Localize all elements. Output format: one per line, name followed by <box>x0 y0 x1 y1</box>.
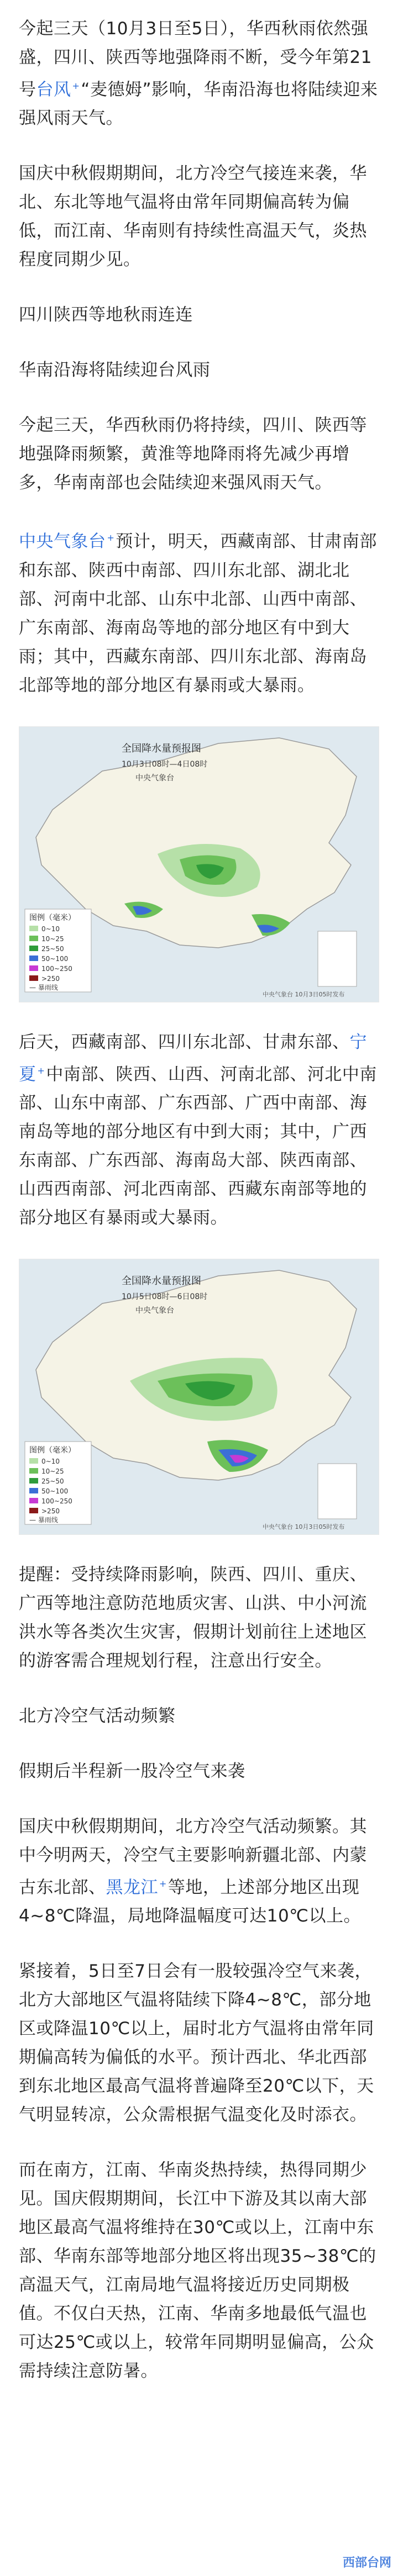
section-heading-cold: 北方冷空气活动频繁 <box>19 1706 176 1726</box>
paragraph-reminder: 提醒：受持续降雨影响，陕西、四川、重庆、广西等地注意防范地质灾害、山洪、中小河流洪水等各类次生灾害，假期计划前往上述地区的游客需合理规划行程，注意出行安全。 <box>19 1564 367 1671</box>
cma-link[interactable]: 中央气象台 <box>19 531 106 552</box>
map-title: 全国降水量预报图 <box>122 742 201 754</box>
paragraph-intro: 今起三天（10月3日至5日），华西秋雨依然强盛，四川、陕西等地强降雨不断，受今年第21号台风 +“麦德姆”影响，华南沿海也将陆续迎来强风雨天气。 <box>19 19 378 129</box>
svg-text:— 暴雨线: — 暴雨线 <box>29 1516 58 1524</box>
svg-text:0~10: 0~10 <box>41 925 60 933</box>
svg-text:50~100: 50~100 <box>41 954 69 963</box>
typhoon-link[interactable]: 台风 <box>36 80 71 100</box>
svg-text:25~50: 25~50 <box>41 944 64 953</box>
paragraph-forecast-after: 后天，西藏南部、四川东北部、甘肃东部、宁夏 +中南部、陕西、山西、河南北部、河北中南部、山东中南部、广东西部、广西中南部、海南岛等地的部分地区有中到大雨；其中，广西东南部、广东西部、海南岛大部、陕西南部、山西西南部、河北西南部、西藏东南部等地的部分地区有暴雨或大暴雨。 <box>19 1032 377 1228</box>
map-title: 全国降水量预报图 <box>122 1275 201 1287</box>
paragraph-south-heat: 而在南方，江南、华南炎热持续，热得同期少见。国庆假期期间，长江中下游及其以南大部地区最高气温将维持在30℃或以上，江南中东部、华南东部等地部分地区将出现35~38℃的高温天气，江南局地气温将接近历史同期极值。不仅白天热，江南、华南多地最低气温也可达25℃或以上，较常年同期明显偏高，公众需持续注意防暑。 <box>19 2160 376 2382</box>
precip-map-2 <box>19 1259 379 1535</box>
svg-text:0~10: 0~10 <box>41 1457 60 1465</box>
svg-text:25~50: 25~50 <box>41 1477 64 1485</box>
svg-text:— 暴雨线: — 暴雨线 <box>29 983 58 991</box>
map-stamp: 中央气象台 10月3日05时发布 <box>263 1523 345 1530</box>
link-marker-icon: + <box>107 532 115 543</box>
paragraph-strong-cold: 紧接着，5日至7日会有一股较强冷空气来袭，北方大部地区气温将陆续下降4~8℃，部分地区或降温10℃以上，届时北方气温将由常年同期偏高转为偏低的水平。预计西北、华北西部到东北地区最高气温将普遍降至20℃以下，天气明显转凉，公众需根据气温变化及时添衣。 <box>19 1961 374 2125</box>
heilongjiang-link[interactable]: 黑龙江 <box>106 1877 158 1898</box>
sub-heading-cold-air: 假期后半程新一股冷空气来袭 <box>19 1761 245 1781</box>
ningxia-link[interactable]: 宁夏 <box>19 1032 367 1084</box>
svg-text:>250: >250 <box>41 1507 60 1515</box>
map-subtitle: 10月5日08时—6日08时 <box>122 1292 208 1301</box>
map-subtitle: 10月3日08时—4日08时 <box>122 759 208 769</box>
svg-text:50~100: 50~100 <box>41 1487 69 1495</box>
sub-heading-typhoon: 华南沿海将陆续迎台风雨 <box>19 360 211 381</box>
svg-text:图例（毫米）: 图例（毫米） <box>29 913 76 922</box>
article-body <box>19 14 379 2412</box>
precip-map-1 <box>19 726 379 1002</box>
map-legend <box>25 1442 91 1524</box>
svg-text:10~25: 10~25 <box>41 1467 64 1475</box>
svg-text:>250: >250 <box>41 974 60 983</box>
map-legend <box>25 909 91 992</box>
paragraph-forecast-tomorrow: 中央气象台 +预计，明天，西藏南部、甘肃南部和东部、陕西中南部、四川东北部、湖北北部、河南中北部、山东中北部、山西中南部、广东南部、海南岛等地的部分地区有中到大雨；其中，西藏东南部、四川东北部、海南岛北部等地的部分地区有暴雨或大暴雨。 <box>19 531 377 695</box>
map-stamp: 中央气象台 10月3日05时发布 <box>263 990 345 998</box>
section-heading-sichuan: 四川陕西等地秋雨连连 <box>19 305 193 325</box>
svg-text:10~25: 10~25 <box>41 935 64 943</box>
watermark-logo: 西部台网 <box>342 2556 391 2570</box>
map-org: 中央气象台 <box>135 773 174 783</box>
svg-text:100~250: 100~250 <box>41 1497 72 1505</box>
link-marker-icon: + <box>37 1065 45 1076</box>
paragraph-holiday: 国庆中秋假期期间，北方冷空气接连来袭，华北、东北等地气温将由常年同期偏高转为偏低，而江南、华南则有持续性高温天气，炎热程度同期少见。 <box>19 163 367 270</box>
paragraph-rain: 今起三天，华西秋雨仍将持续，四川、陕西等地强降雨频繁，黄淮等地降雨将先减少再增多，华南南部也会陆续迎来强风雨天气。 <box>19 415 367 493</box>
svg-text:图例（毫米）: 图例（毫米） <box>29 1445 76 1455</box>
link-marker-icon: + <box>72 81 80 91</box>
map-org: 中央气象台 <box>135 1306 174 1315</box>
svg-text:100~250: 100~250 <box>41 964 72 973</box>
paragraph-cold-air: 国庆中秋假期期间，北方冷空气活动频繁。其中今明两天，冷空气主要影响新疆北部、内蒙古东北部、黑龙江 +等地，上述部分地区出现4~8℃降温，局地降温幅度可达10℃以上。 <box>19 1816 367 1926</box>
link-marker-icon: + <box>159 1878 167 1889</box>
